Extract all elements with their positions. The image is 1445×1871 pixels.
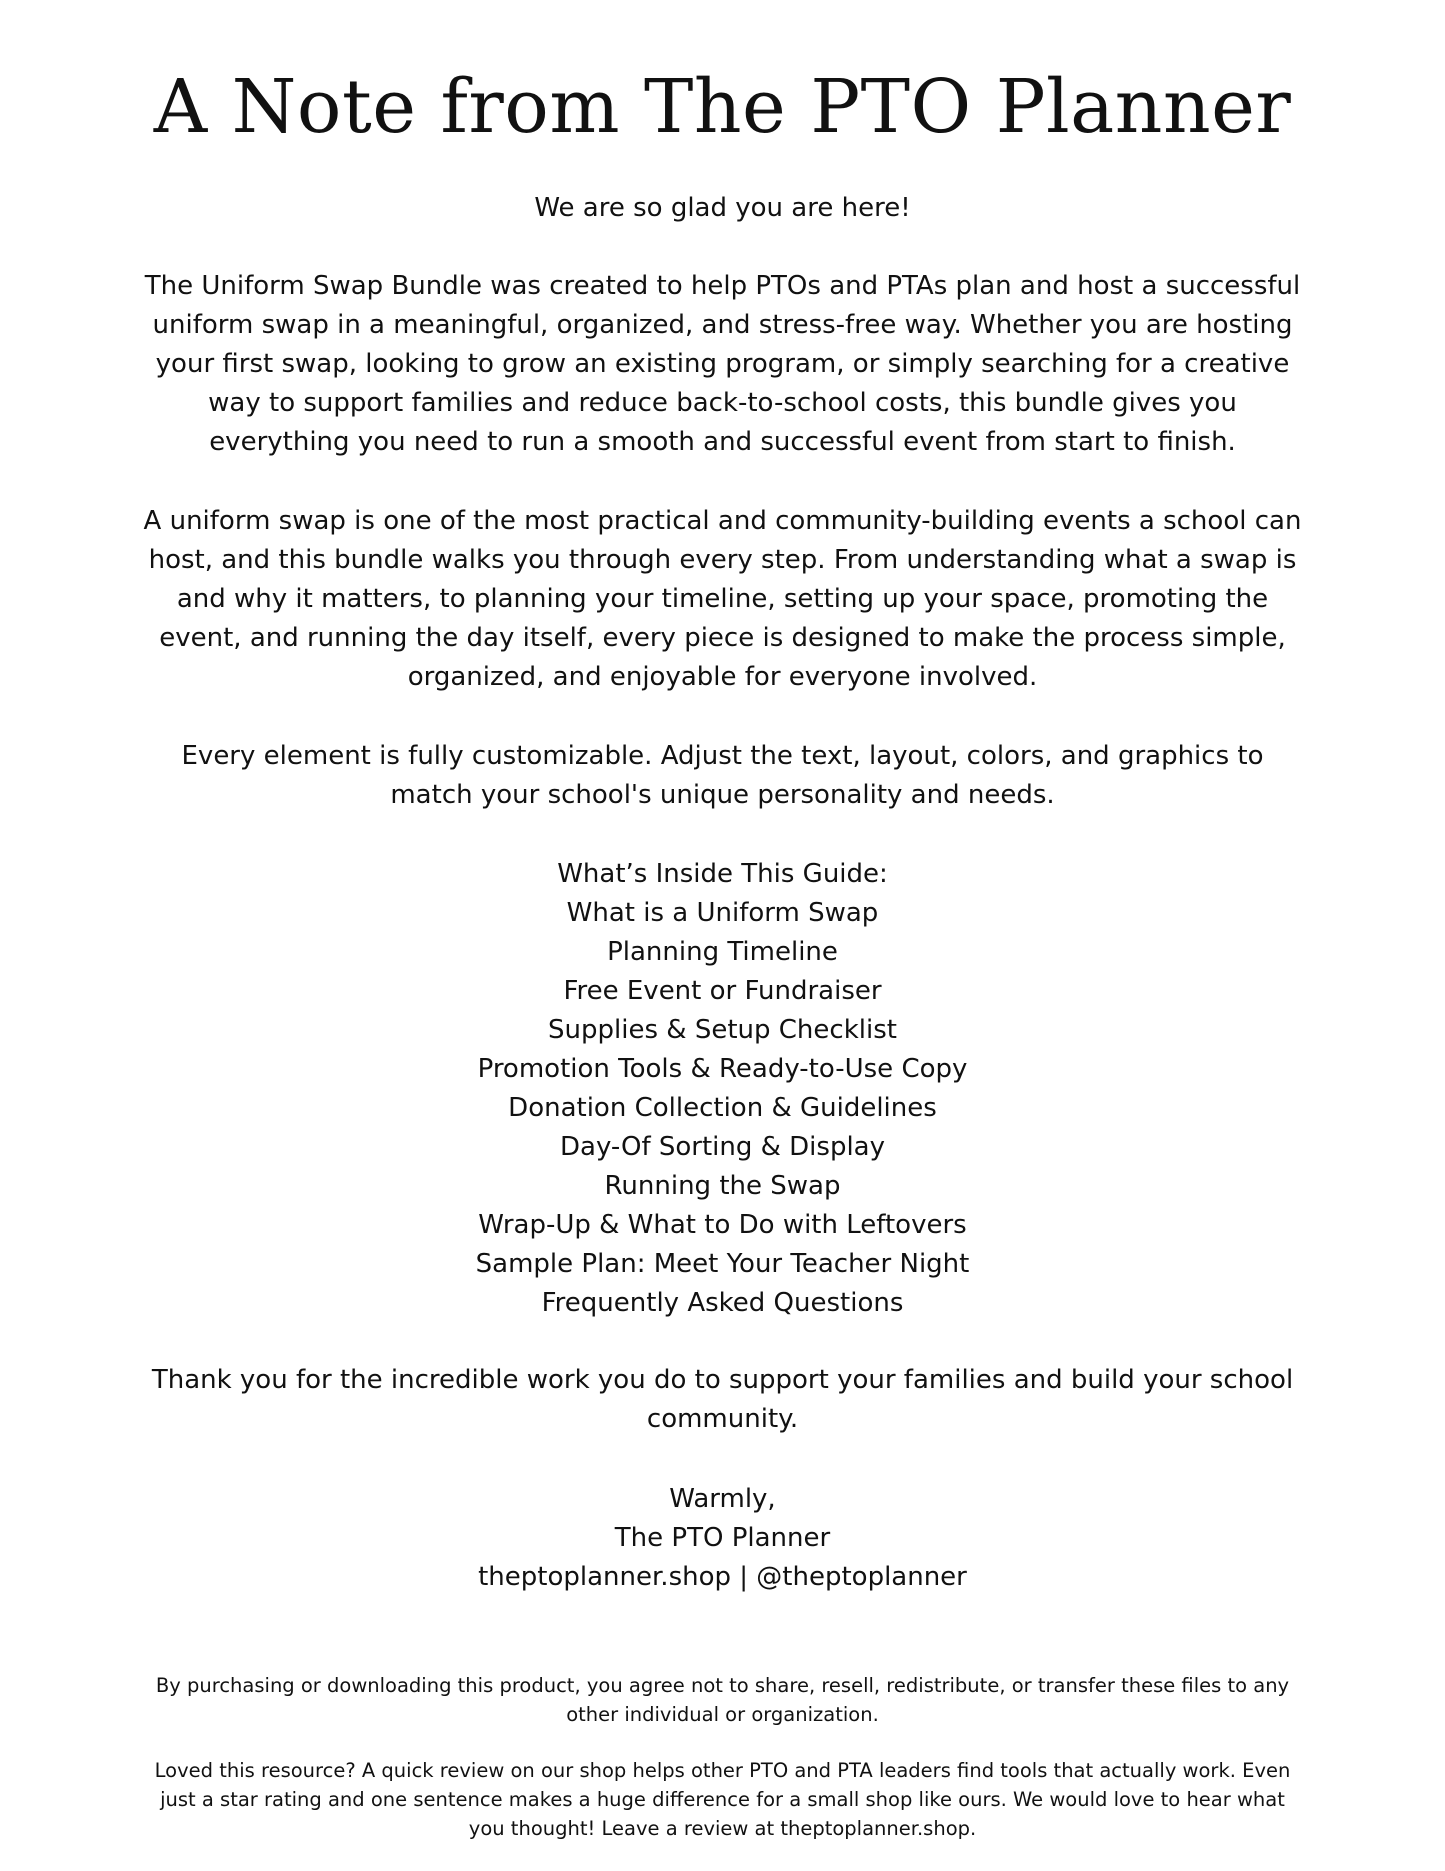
contents-item: Planning Timeline bbox=[607, 937, 838, 967]
contents-item: Donation Collection & Guidelines bbox=[508, 1093, 937, 1123]
guide-contents-list bbox=[140, 894, 1305, 1323]
contents-item: Supplies & Setup Checklist bbox=[548, 1015, 897, 1045]
signoff-closing: Warmly, bbox=[669, 1484, 776, 1514]
signoff-contact: theptoplanner.shop | @theptoplanner bbox=[478, 1562, 967, 1592]
greeting-text: We are so glad you are here! bbox=[534, 193, 911, 223]
contents-item: Sample Plan: Meet Your Teacher Night bbox=[475, 1249, 970, 1279]
contents-item: Frequently Asked Questions bbox=[541, 1288, 904, 1318]
thanks-paragraph: Thank you for the incredible work you do to support your families and build your school community. bbox=[151, 1365, 1294, 1434]
intro-paragraph: The Uniform Swap Bundle was created to help PTOs and PTAs plan and host a successful uniform swap in a meaningful, organized, and stress-free way. Whether you are hosting your first swap, looking to grow an existing program, or simply searching for a creative way to support families and reduce back-to-school costs, this bundle gives you everything you need to run a smooth and successful event from start to finish. bbox=[144, 271, 1301, 457]
contents-item: What is a Uniform Swap bbox=[566, 898, 879, 928]
swap-overview-paragraph: A uniform swap is one of the most practical and community-building events a school can host, and this bundle walks you through every step. From understanding what a swap is and why it matters, to planning your timeline, setting up your space, promoting the event, and running the day itself, every piece is designed to make the process simple, organized, and enjoyable for everyone involved. bbox=[143, 506, 1302, 692]
contents-item: Promotion Tools & Ready-to-Use Copy bbox=[477, 1054, 968, 1084]
contents-item: Free Event or Fundraiser bbox=[563, 976, 882, 1006]
page-title: A Note from The PTO Planner bbox=[153, 64, 1292, 150]
contents-item: Running the Swap bbox=[604, 1171, 841, 1201]
guide-contents bbox=[140, 855, 1305, 1323]
license-notice: By purchasing or downloading this product, you agree not to share, resell, redistribute, or transfer these files to any other individual or organization. bbox=[155, 1674, 1290, 1726]
signoff-block bbox=[140, 1480, 1305, 1597]
contents-item: Wrap-Up & What to Do with Leftovers bbox=[478, 1210, 967, 1240]
guide-contents-heading: What’s Inside This Guide: bbox=[557, 859, 888, 889]
signoff-name: The PTO Planner bbox=[614, 1523, 831, 1553]
review-request: Loved this resource? A quick review on our shop helps other PTO and PTA leaders find tools that actually work. Even just a star rating and one sentence makes a huge difference for a small shop like ours. We would love to hear what you thought! Leave a review at theptoplanner.shop. bbox=[154, 1759, 1291, 1840]
contents-item: Day-Of Sorting & Display bbox=[559, 1132, 885, 1162]
customization-paragraph: Every element is fully customizable. Adjust the text, layout, colors, and graphics to match your school's unique personality and needs. bbox=[181, 741, 1264, 810]
